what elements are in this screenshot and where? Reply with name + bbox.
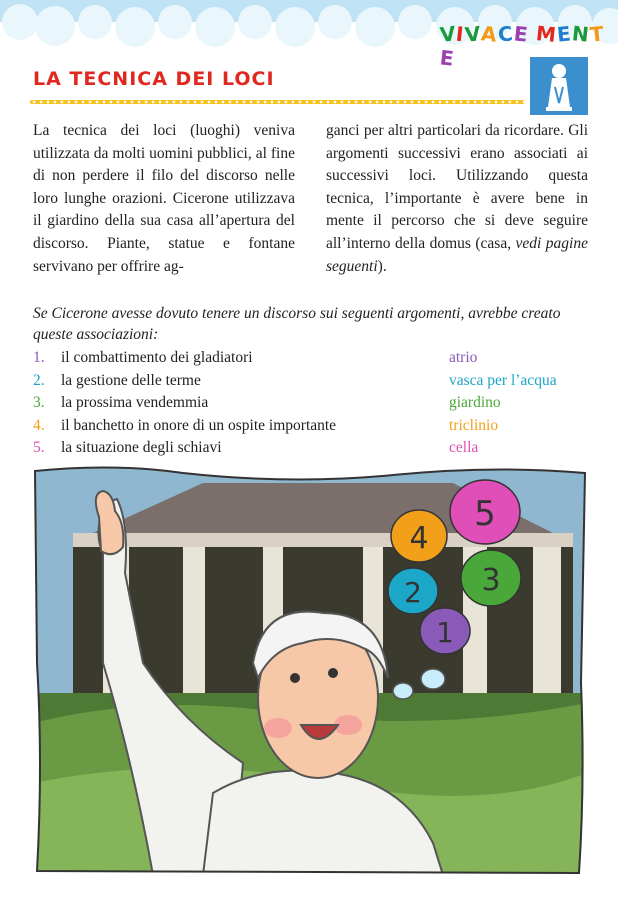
body-column-2: ganci per altri particolari da ricordare. Gli argomenti successivi erano associati ai successivi loci. Utilizzando questa tecnica, l’importante è avere bene in mente il percorso che si deve seguire all’interno della domus (casa, vedi pagine seguenti). [326, 122, 588, 275]
intro-text: Se Cicerone avesse dovuto tenere un discorso sui seguenti argomenti, avrebbe creato queste associazioni: [33, 305, 561, 343]
item-topic: il banchetto in onore di un ospite importante [61, 416, 337, 434]
item-place: giardino [449, 394, 501, 412]
item-place: cella [449, 439, 479, 457]
list-item [33, 417, 593, 440]
list-item [33, 349, 593, 372]
item-number: 5. [33, 439, 45, 457]
brand-letter: T [588, 21, 606, 47]
bubble-5 [450, 480, 520, 544]
item-place: atrio [449, 349, 478, 366]
item-topic: il combattimento dei gladiatori [61, 349, 253, 366]
bubble-2 [388, 568, 438, 614]
item-topic: la situazione degli schiavi [61, 439, 222, 457]
bubble-2-label: 2 [404, 576, 422, 609]
item-number: 4. [33, 416, 45, 434]
brand-letter: C [496, 21, 515, 47]
statue-icon [530, 57, 588, 115]
brand-letter: E [555, 21, 574, 47]
item-place: vasca per l’acqua [449, 371, 557, 389]
association-list [33, 349, 593, 462]
cicero-illustration [33, 463, 587, 875]
list-item [33, 394, 593, 417]
brand-letter: E [438, 45, 456, 71]
bubble-3-label: 3 [481, 563, 501, 598]
brand-letter: V [438, 21, 458, 47]
brand-letter: A [480, 21, 500, 47]
brand-letter: N [570, 21, 591, 47]
page-title: LA TECNICA DEI LOCI [33, 68, 275, 90]
item-topic: la gestione delle terme [61, 371, 201, 389]
item-place: triclinio [449, 416, 499, 434]
brand-letter: M [535, 20, 559, 48]
bubble-3 [461, 550, 521, 606]
bubble-1 [420, 608, 470, 654]
item-topic: la prossima vendemmia [61, 394, 209, 412]
brand-letter: I [455, 21, 467, 47]
list-item [33, 439, 593, 462]
bubble-1-label: 1 [436, 616, 454, 649]
item-number: 2. [33, 371, 45, 389]
bubble-4-label: 4 [409, 521, 429, 556]
title-underline [30, 97, 525, 107]
list-item [33, 372, 593, 395]
brand-letter: E [512, 21, 530, 47]
body-column-1: La tecnica dei loci (luoghi) veniva utilizzata da molti uomini pubblici, al fine di non perdere il filo del discorso nelle loro lunghe orazioni. Cicerone utilizzava il giardino della sua casa all’apertura del discorso. Piante, statue e fontane servivano per offrire ag- [33, 122, 295, 275]
brand-logo [440, 22, 618, 70]
bubble-5-label: 5 [474, 494, 496, 534]
bubble-4 [391, 510, 447, 562]
brand-letter: V [463, 21, 483, 47]
item-number: 3. [33, 394, 45, 412]
item-number: 1. [33, 349, 45, 366]
